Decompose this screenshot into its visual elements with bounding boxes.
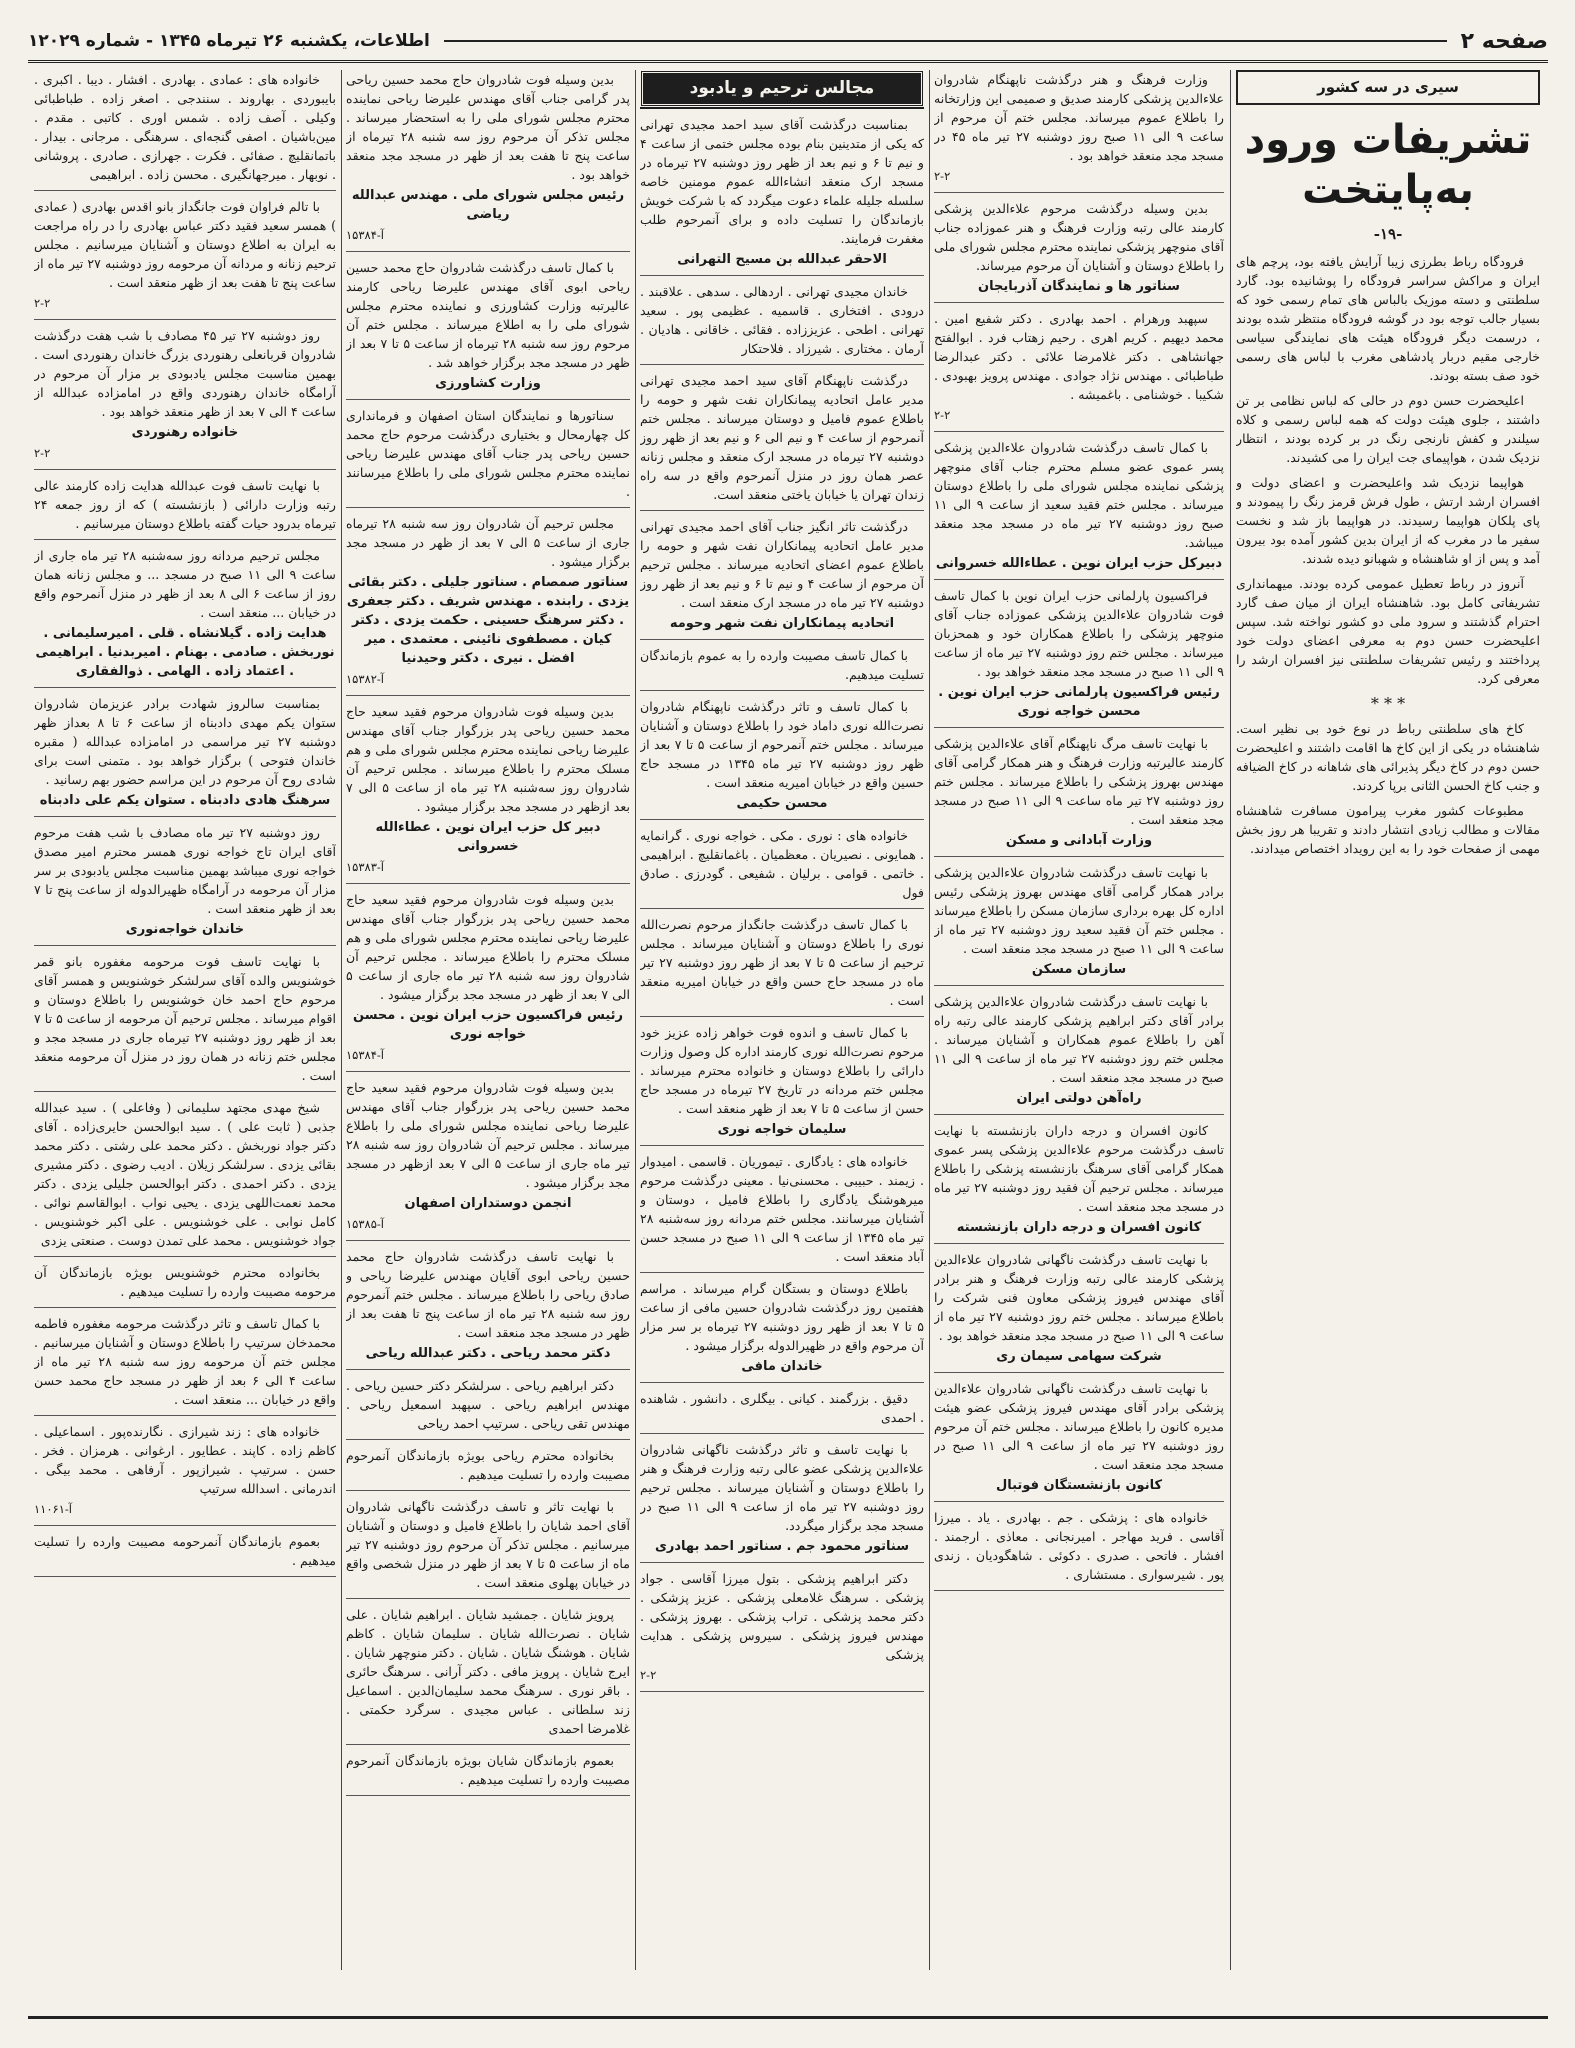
- notice-text: روز دوشنبه ۲۷ تیر ۴۵ مصادف با شب هفت درگذشت شادروان قربانعلی رهنوردی بزرگ خاندان رهنوردی است . بهمین مناسبت مجلس یادبودی بر مزار آن مرحوم در آرامگاه خاندان رهنوردی واقع در امامزاده عبدالله از ساعت ۴ الی ۷ بعد از ظهر منعقد خواهد بود .: [34, 328, 336, 419]
- notice-code: ۲-۲: [640, 1668, 657, 1682]
- obituary-notice: [934, 199, 1224, 303]
- obituary-notice: [934, 1379, 1224, 1502]
- obituary-notice: [640, 1279, 924, 1383]
- episode-number: -۱۹-: [1373, 225, 1403, 243]
- article-body: [1236, 252, 1540, 858]
- obituary-notice: [934, 863, 1224, 986]
- obituary-notice: [640, 915, 924, 1017]
- columns-area: [28, 70, 1548, 2030]
- notice-text: بدین وسیله فوت شادروان مرحوم فقید سعید حاج محمد حسین ریاحی پدر بزرگوار جناب آقای مهندس علیرضا ریاحی نماینده مجلس شورای ملی را باطلاع میرساند . مجلس ترحیم آن شادروان روز سه شنبه ۲۸ تیر ماه جاری از ساعت ۵ الی ۷ بعد ازظهر در مسجد مجد برگزار میشود .: [346, 1080, 630, 1190]
- notice-code: آ-۱۵۳۸۵: [346, 1217, 384, 1231]
- notice-text: با کمال تاسف درگذشت جانگداز مرحوم نصرت‌الله نوری را باطلاع دوستان و آشنایان میرساند . مجلس ترحیم از ساعت ۵ تا ۷ بعد از ظهر روز دوشنبه ۲۷ تیر ماه در مسجد حاج حسن واقع در خیابان امیریه منعقد است .: [640, 917, 924, 1008]
- notice-signature: شرکت سهامی سیمان ری: [996, 1349, 1162, 1364]
- notice-text: با کمال تاسف و اندوه فوت خواهر زاده عزیز خود مرحوم نصرت‌الله نوری کارمند اداره کل وصول وزارت دارائی را باطلاع دوستان و خانواده محترم میرساند . مجلس ختم مردانه در تاریخ ۲۷ تیرماه در مسجد حاج حسن از ساعت ۵ تا ۷ بعد از ظهر منعقد است .: [640, 1025, 924, 1116]
- section-banner: مجالس ترحیم و یادبود: [640, 70, 924, 107]
- obituary-notice: [34, 1422, 336, 1526]
- obituary-notice: [640, 826, 924, 909]
- obituary-notice: [34, 694, 336, 817]
- notice-signature: کانون بازنشستگان فوتبال: [995, 1478, 1163, 1493]
- notice-signature: رئیس فراکسیون حزب ایران نوین . محسن خواجه نوری: [353, 1008, 623, 1042]
- page-header: [28, 22, 1548, 63]
- obituary-notice: [640, 1569, 924, 1692]
- article-paragraph: فرودگاه رباط بطرزی زیبا آرایش یافته بود، پرچم های ایران و مراکش سراسر فرودگاه را پوشانیده بود. گارد سلطنتی و دسته موزیک بالباس های تمام رسمی خود که بسیار جالب توجه بود در گوشه فرودگاه منتظر شده بودند ، درسمت دیگر فرودگاه هیئت های نمایندگی سیاسی خارجی مقیم دربار پادشاهی مغرب با لباس های رسمی خود صف بسته بودند.: [1236, 254, 1540, 383]
- notice-code: ۲-۲: [34, 296, 51, 310]
- obituary-notice: [346, 1078, 630, 1241]
- notice-text: بعموم بازماندگان شایان بویژه بازماندگان آنمرحوم مصیبت وارده را تسلیت میدهیم .: [346, 1753, 630, 1787]
- obituary-notice: [346, 70, 630, 252]
- obituary-notice: [34, 1314, 336, 1416]
- obituary-notice: [934, 70, 1224, 193]
- header-rule: [444, 40, 1447, 42]
- obituary-notice: [934, 438, 1224, 580]
- page-number: صفحه ۲: [1460, 28, 1548, 54]
- obituary-notice: [640, 646, 924, 691]
- obituary-notice: [934, 309, 1224, 432]
- notice-signature: سازمان مسکن: [1031, 962, 1127, 977]
- column-obituaries-5: [34, 70, 336, 1970]
- notice-signature: سناتور ها و نمایندگان آذربایجان: [978, 279, 1180, 294]
- footer-rule: [28, 2016, 1548, 2019]
- obituary-notice: [346, 514, 630, 696]
- notice-signature: سلیمان خواجه نوری: [717, 1122, 847, 1137]
- obituary-notice: [346, 702, 630, 884]
- notice-text: درگذشت تاثر انگیز جناب آقای احمد مجیدی تهرانی مدیر عامل اتحادیه پیمانکاران نفت شهر و حومه را باطلاع عموم اعضای اتحادیه میرساند . مجلس ترحیم آن مرحوم از ساعت ۴ و نیم تا ۶ و نیم بعد از ظهر روز دوشنبه ۲۷ تیر ماه در مسجد ارک منعقد است .: [640, 519, 924, 610]
- notice-signature: سرهنگ هادی دادبناه . ستوان یکم علی دادبناه: [39, 793, 331, 808]
- notice-signature: دبیرکل حزب ایران نوین . عطاءالله خسروانی: [935, 556, 1223, 571]
- notice-code: آ-۱۱۰۶۱: [34, 1502, 72, 1516]
- obituary-notice: [346, 1446, 630, 1491]
- obituary-notice: [934, 1508, 1224, 1591]
- obituary-notice: [640, 1440, 924, 1563]
- notice-text: درگذشت ناپهنگام آقای سید احمد مجیدی تهرانی مدیر عامل اتحادیه پیمانکاران نفت شهر و حومه را باطلاع عموم فامیل و دوستان میرساند . مجلس ختم آنمرحوم از ساعت ۴ و نیم الی ۶ و نیم بعد از ظهر روز دوشنبه ۲۷ تیرماه در مسجد ارک منعقد و مجلس زنانه عصر همان روز در منزل آنمرحوم واقع در سه راه زندان تهران یا خیابان یاختی منعقد است.: [640, 373, 924, 502]
- obituary-notice: [34, 952, 336, 1092]
- notice-text: با نهایت تاسف مرگ ناپهنگام آقای علاءالدین پزشکی کارمند عالیرتبه وزارت فرهنگ و هنر همکار گرامی آقای مهندس بهروز پزشکی را باطلاع میرساند . مجلس ختم روز دوشنبه ۲۷ تیر ماه ساعت ۹ الی ۱۱ صبح در مسجد مجد منعقد است .: [934, 736, 1224, 827]
- obituary-notice: [346, 890, 630, 1072]
- obituary-notice: [34, 1532, 336, 1577]
- notice-text: خانواده های : پزشکی . جم . بهادری . یاد . میرزا آقاسی . فرید مهاجر . امیرنجانی . معاذی . ارجمند . افشار . فاتحی . صدری . دکوئی . شاهگودیان . زندی پور . شیرسواری . مستشاری .: [934, 1510, 1224, 1582]
- notice-signature: هدایت زاده . گیلانشاه . قلی . امیرسلیمانی . نوربخش . صادمی . بهنام . امیربدنیا . ابراهیمی . اعتماد زاده . الهامی . ذوالفقاری: [35, 626, 335, 679]
- issue-info: اطلاعات، یکشنبه ۲۶ تیرماه ۱۳۴۵ - شماره ۱۲۰۲۹: [28, 31, 430, 51]
- notice-text: مجلس ترحیم مردانه روز سه‌شنبه ۲۸ تیر ماه جاری از ساعت ۹ الی ۱۱ صبح در مسجد ... و مجلس زنانه همان روز از ساعت ۶ الی ۸ بعد از ظهر در منزل آنمرحوم واقع در خیابان ... منعقد است .: [34, 548, 336, 620]
- notice-text: خانواده های : یادگاری . تیموریان . قاسمی . امیدوار . زیمند . حبیبی . محسنی‌نیا . معینی درگذشت مرحوم میرهوشنگ یادگاری را باطلاع فامیل ، دوستان و آشنایان میرسانند. مجلس ختم مردانه روز سه‌شنبه ۲۸ تیر ماه ۱۳۴۵ از ساعت ۹ الی ۱۱ صبح در مسجد حسن آباد منعقد است .: [640, 1154, 924, 1264]
- obituary-notice: [34, 197, 336, 320]
- notice-signature: الاحقر عبدالله بن مسیح التهرانی: [677, 252, 887, 267]
- series-title-box: سیری در سه کشور: [1236, 70, 1540, 105]
- notice-text: با تالم فراوان فوت جانگداز بانو اقدس بهادری ( عمادی ) همسر سعید فقید دکتر عباس بهادری را در راه مراجعت به ایران به اطلاع دوستان و آشنایان میرسانیم . مجلس ترحیم زنانه و مردانه آن مرحومه روز دوشنبه ۲۷ تیر ماه از ساعت پنج تا هفت بعد از ظهر منعقد است .: [34, 199, 336, 290]
- notice-text: پرویز شایان . جمشید شایان . ابراهیم شایان . علی شایان . نصرت‌الله شایان . سلیمان شایان . کاظم شایان . هوشنگ شایان . شایان . دکتر منوچهر شایان . ایرج شایان . پرویز مافی . دکتر آرانی . سرهنگ حائری . باقر نوری . سرهنگ محمد سلیمان‌الدین . اسماعیل زند سلطانی . عباس مجیدی . سرگرد حکمتی . غلامرضا احمدی: [346, 1607, 630, 1736]
- notice-signature: رئیس فراکسیون پارلمانی حزب ایران نوین . محسن خواجه نوری: [938, 685, 1220, 719]
- notice-text: با نهایت تاسف فوت عبدالله هدایت زاده کارمند عالی رتبه وزارت دارائی ( بازنشسته ) که از روز جمعه ۲۴ تیرماه بدرود حیات گفته باطلاع دوستان میرسانیم .: [34, 478, 336, 531]
- notice-text: بدین وسیله فوت شادروان حاج محمد حسین ریاحی پدر گرامی جناب آقای مهندس علیرضا ریاحی نماینده محترم مجلس شورای ملی را به استحضار میرساند . مجلس تذکر آن مرحوم روز سه شنبه ۲۸ تیرماه از ساعت پنج تا هفت بعد از ظهر در مسجد مجد منعقد خواهد بود .: [346, 72, 630, 182]
- notice-text: بدین وسیله درگذشت مرحوم علاءالدین پزشکی کارمند عالی رتبه وزارت فرهنگ و هنر عموزاده جناب آقای منوچهر پزشکی نماینده محترم مجلس شورای ملی را باطلاع دوستان و آشنایان آن مرحوم میرساند.: [934, 201, 1224, 273]
- notice-text: کانون افسران و درجه داران بازنشسته با نهایت تاسف درگذشت مرحوم علاءالدین پزشکی پسر عموی همکار گرامی آقای سرهنگ بازنشسته پزشکی را باطلاع میرساند . مجلس ترحیم آن فقید روز دوشنبه ۲۷ تیر ماه در مسجد مجد منعقد است .: [934, 1123, 1224, 1214]
- notice-text: بخانواده محترم خوشنویس بویژه بازماندگان آن مرحومه مصیبت وارده را تسلیت میدهیم .: [34, 1265, 336, 1299]
- notice-signature: خانواده رهنوردی: [131, 425, 239, 440]
- obituary-notice: [640, 282, 924, 365]
- article-paragraph: کاخ های سلطنتی رباط در نوع خود بی نظیر است. شاهنشاه در یکی از این کاخ ها اقامت داشتند و اعلیحضرت حسن دوم در کاخ دیگر پذیرائی های شاهانه در کاخ الضیافه و جنب کاخ الحسن الثانی برپا کردند.: [1236, 721, 1540, 793]
- notice-text: بدین وسیله فوت شادروان مرحوم فقید سعید حاج محمد حسین ریاحی پدر بزرگوار جناب آقای مهندس علیرضا ریاحی نماینده محترم مجلس شورای ملی و هم مسلک محترم را باطلاع میرساند . مجلس ترحیم آن شادروان روز سه‌شنبه ۲۸ تیر ماه از ساعت ۵ الی ۷ بعد ازظهر در مسجد مجد برگزار میشود .: [346, 704, 630, 814]
- notice-code: ۲-۲: [934, 408, 951, 422]
- notice-text: وزارت فرهنگ و هنر درگذشت ناپهنگام شادروان علاءالدین پزشکی کارمند صدیق و صمیمی این وزارتخانه را باطلاع عموم میرساند. مجلس ختم آن مرحوم از ساعت ۹ الی ۱۱ صبح روز دوشنبه ۲۷ تیر ماه ۴۵ در مسجد مجد منعقد خواهد بود .: [934, 72, 1224, 163]
- notice-text: دکتر ابراهیم ریاحی . سرلشکر دکتر حسین ریاحی . مهندس ابراهیم ریاحی . سپهبد اسمعیل ریاحی . مهندس تقی ریاحی . سرتیپ احمد ریاحی: [346, 1378, 630, 1431]
- obituary-notice: [346, 258, 630, 400]
- notice-signature: انجمن دوستداران اصفهان: [404, 1196, 572, 1211]
- notice-text: با نهایت تاسف درگذشت شادروان علاءالدین پزشکی برادر همکار گرامی آقای مهندس بهروز پزشکی رئیس اداره کل بهره برداری سازمان مسکن را باطلاع میرساند . مجلس ختم آن فقید سعید روز دوشنبه ۲۷ تیر ماه از ساعت ۹ الی ۱۱ صبح در مسجد مجد منعقد است .: [934, 865, 1224, 956]
- notice-text: خانواده های : نوری . مکی . خواجه نوری . گرانمایه . همایونی . نصیریان . معظمیان . باغمانقلیچ . ابراهیمی . خاتمی . قوامی . برلیان . شفیعی . گودرزی . صادق فول: [640, 828, 924, 900]
- obituary-notice: [34, 823, 336, 946]
- obituary-notice: [934, 586, 1224, 728]
- notice-text: سناتورها و نمایندگان استان اصفهان و فرمانداری کل چهارمحال و بختیاری درگذشت مرحوم حاج محمد حسین ریاحی پدر جناب آقای مهندس علیرضا ریاحی نماینده محترم مجلس شورای ملی را باطلاع میرسانند .: [346, 408, 630, 499]
- obituary-notice: [346, 1497, 630, 1599]
- notice-signature: وزارت آبادانی و مسکن: [1005, 833, 1153, 848]
- newspaper-page: [28, 22, 1548, 2032]
- notice-signature: خاندان خواجه‌نوری: [125, 922, 245, 937]
- obituary-notice: [34, 70, 336, 191]
- notice-text: با نهایت تاسف درگذشت شادروان علاءالدین پزشکی برادر آقای دکتر ابراهیم پزشکی کارمند عالی رتبه راه آهن را باطلاع عموم همکاران و آشنایان میرساند . مجلس ختم روز دوشنبه ۲۷ تیر ماه از ساعت ۹ الی ۱۱ صبح در مسجد مجد منعقد است .: [934, 994, 1224, 1085]
- notice-text: باطلاع دوستان و بستگان گرام میرساند . مراسم هفتمین روز درگذشت شادروان حسین مافی از ساعت ۵ تا ۷ بعد از ظهر روز دوشنبه ۲۷ تیرماه بر سر مزار آن مرحوم واقع در ظهیرالدوله برگزار میشود .: [640, 1281, 924, 1353]
- notice-text: روز دوشنبه ۲۷ تیر ماه مصادف با شب هفت مرحوم آقای ایران تاج خواجه نوری همسر محترم امیر مصدق خواجه نوری میباشد بهمین مناسبت مجلس یادبودی بر سر مزار آن مرحومه در آرامگاه ظهیرالدوله از ساعت پنج تا ۷ بعد از ظهر منعقد است .: [34, 825, 336, 916]
- notice-text: بمناسبت سالروز شهادت برادر عزیزمان شادروان ستوان یکم مهدی دادبناه از ساعت ۶ تا ۸ بعداز ظهر دوشنبه ۲۷ تیر مراسمی در امامزاده عبدالله ( مقبره خاندان فتوحی ) برگزار خواهد بود . متمنی است برای شادی روح آن مرحوم در این مراسم حضور بهم رسانید .: [34, 696, 336, 787]
- notice-code: ۲-۲: [934, 169, 951, 183]
- column-obituaries-2: [934, 70, 1224, 1970]
- notice-text: خانواده های : عمادی . بهادری . افشار . دیبا . اکبری . بایبوردی . بهاروند . سنندجی . اصغر زاده . طباطبائی وکیلی . آصف زاده . شمس اوری . کاتبی . مقدم . مین‌باشیان . اصفی گنجه‌ای . سرهنگی . مرجانی . بیدار . باتمانقلیچ . صفائی . فکرت . جهرازی . صادری . پروشانی . نوبهار . میرجهانگیری . محسن زاده . ابراهیمی: [34, 72, 336, 182]
- column-divider: [1230, 70, 1231, 1970]
- obituary-notice: [640, 697, 924, 820]
- notice-signature: سناتور صمصام . سناتور جلیلی . دکتر بقائی یزدی . رابنده . مهندس شریف . دکتر جعفری . دکتر سرهنگ حسینی . حکمت یزدی . دکتر کیان . مصطفوی نائینی . معتمدی . میر افضل . نیری . دکتر وحیدنیا: [346, 575, 630, 666]
- notice-text: فراکسیون پارلمانی حزب ایران نوین با کمال تاسف فوت شادروان علاءالدین پزشکی عموزاده جناب آقای منوچهر پزشکی را باطلاع همکاران خود و همحزبان میرساند . مجلس ختم روز دوشنبه ۲۷ تیر ماه از ساعت ۹ الی ۱۱ صبح در مسجد مجد منعقد خواهد بود .: [934, 588, 1224, 679]
- obituary-notice: [346, 1751, 630, 1796]
- notice-text: خانواده های : زند شیرازی . نگارنده‌پور . اسماعیلی . کاظم زاده . کاپند . عطایور . ارغوانی . هرمزان . فخر . حسن . سرتیپ . شیراز‌پور . آرفاهی . محمد بیگی . اندرمانی . اسدالله سرتیپ: [34, 1424, 336, 1496]
- obituary-notice: [640, 115, 924, 276]
- obituary-notice: [640, 1389, 924, 1434]
- notice-code: آ-۱۵۳۸۴: [346, 228, 384, 242]
- notice-text: مجلس ترحیم آن شادروان روز سه شنبه ۲۸ تیرماه جاری از ساعت ۵ الی ۷ بعد از ظهر در مسجد مجد برگزار میشود .: [346, 516, 630, 569]
- notice-code: آ-۱۵۳۸۴: [346, 1048, 384, 1062]
- notice-code: ۲-۲: [34, 446, 51, 460]
- obituary-notice: [346, 1605, 630, 1745]
- notice-text: با کمال تاسف و تاثر درگذشت ناپهنگام شادروان نصرت‌الله نوری داماد خود را باطلاع دوستان و آشنایان میرساند . مجلس ختم آنمرحوم از ساعت ۵ تا ۷ بعد از ظهر روز دوشنبه ۲۷ تیر ماه ۱۳۴۵ در مسجد حاج حسین واقع در خیابان امیریه منعقد است .: [640, 699, 924, 790]
- article-paragraph: مطبوعات کشور مغرب پیرامون مسافرت شاهنشاه مقالات و مطالب زیادی انتشار دادند و تقریبا هر روز بخش مهمی از صفحات خود را به این رویداد اختصاص میدادند.: [1236, 803, 1540, 856]
- notice-text: با نهایت تاسف فوت مرحومه مغفوره بانو قمر خوشنویس والده آقای سرلشکر خوشنویس و همسر آقای مرحوم حاج احمد خان خوشنویس را باطلاع دوستان و اقوام میرساند . مجلس ترحیم آن مرحومه از ساعت ۵ تا ۷ بعد از ظهر روز دوشنبه ۲۷ تیرماه جاری در مسجد مجد و مجلس ختم زنانه در همان روز در منزل آن مرحومه منعقد است .: [34, 954, 336, 1083]
- notice-signature: وزارت کشاورزی: [435, 376, 541, 391]
- notice-text: بدین وسیله فوت شادروان مرحوم فقید سعید حاج محمد حسین ریاحی پدر بزرگوار جناب آقای مهندس علیرضا ریاحی نماینده محترم مجلس شورای ملی و هم مسلک محترم را باطلاع میرساند . مجلس ترحیم آن شادروان روز سه شنبه ۲۸ تیر ماه جاری از ساعت ۵ الی ۷ بعد از ظهر در مسجد مجد برگزار میشود .: [346, 892, 630, 1002]
- column-divider: [341, 70, 342, 1970]
- obituary-notice: [640, 371, 924, 511]
- notice-text: خاندان مجیدی تهرانی . اردهالی . سدهی . علاقبند . درودی . افتخاری . قاسمیه . عظیمی پور . سعید تهرانی . اطحی . عزیززاده . فقائی . خاقانی . هادیان . آرمان . مختاری . شیرزاد . فلاحتکار: [640, 284, 924, 356]
- notice-text: با نهایت تاسف درگذشت ناگهانی شادروان علاءالدین پزشکی برادر آقای مهندس فیروز پزشکی عضو هیئت مدیره کانون را باطلاع میرساند . مجلس ختم آن مرحوم روز دوشنبه ۲۷ تیر ماه از ساعت ۹ الی ۱۱ صبح در مسجد مجد منعقد است .: [934, 1381, 1224, 1472]
- notice-text: بعموم بازماندگان آنمرحومه مصیبت وارده را تسلیت میدهیم .: [34, 1534, 336, 1568]
- notice-text: سپهبد ورهرام . احمد بهادری . دکتر شفیع امین . محمد دیهیم . کریم اهری . رحیم زهتاب فرد . ابوالفتح جهانشاهی . دکتر غلامرضا علائی . دکتر عبدالرضا طباطبائی . مهندس نژاد جوادی . مهندس پرویز بهبودی . شکیبا . خوشنامی . باغمیشه .: [934, 311, 1224, 402]
- column-obituaries-4: [346, 70, 630, 1970]
- notice-signature: سناتور محمود جم . سناتور احمد بهادری: [654, 1539, 910, 1554]
- obituary-notice: [34, 546, 336, 688]
- article-paragraph: هواپیما نزدیک شد واعلیحضرت و اعضای دولت و افسران ارشد ارتش ، طول فرش قرمز رنگ را پیمودند و پای پلکان هواپیما رسیدند. در هواپیما باز شد و نخست سفیر ما در مغرب که از ایران بدین کشور آمده بود بیرون آمد و پس از او شاهنشاه و شهبانو دیده شدند.: [1236, 475, 1540, 566]
- notice-signature: خاندان مافی: [741, 1359, 823, 1374]
- column-obituaries-3: [640, 70, 924, 1970]
- column-divider: [929, 70, 930, 1970]
- obituary-notice: [640, 1152, 924, 1273]
- column-divider: [635, 70, 636, 1970]
- notice-code: آ-۱۵۳۸۲: [346, 672, 384, 686]
- notice-text: با نهایت تاسف و تاثر درگذشت ناگهانی شادروان علاءالدین پزشکی عضو عالی رتبه وزارت فرهنگ و هنر را باطلاع دوستان و آشنایان میرساند . مجلس ترحیم روز دوشنبه ۲۷ تیر ماه از ساعت ۹ الی ۱۱ صبح در مسجد مجد برگزار میگردد.: [640, 1442, 924, 1533]
- article-paragraph: آنروز در رباط تعطیل عمومی کرده بودند. میهمانداری تشریفاتی کامل بود. شاهنشاه ایران از میان صف گارد احترام گذشتند و سرود ملی دو کشور نواخته شد. سپس اعلیحضرت حسن دوم به معرفی اعضای دولت خود پرداختند و رئیس تشریفات سلطنتی نیز افسران ارشد را معرفی کرد.: [1236, 576, 1540, 686]
- article-paragraph: اعلیحضرت حسن دوم در حالی که لباس نظامی بر تن داشتند ، جلوی هیئت دولت که همه لباس رسمی و کلاه سیلندر و کفش نارنجی رنگ در بر کرده بودند ، انتظار نزدیک شدن ، هواپیمای جت ایران را می کشیدند.: [1236, 393, 1540, 465]
- notice-text: شیخ مهدی مجتهد سلیمانی ( وفاعلی ) . سید عبدالله جذبی ( ثابت علی ) . سید ابوالحسن حایری‌زاده . آقای دکتر جواد نوربخش . دکتر محمد علی رشتی . دکتر محمد بقائی یزدی . سرلشکر زیلان . ادیب رضوی . دکتر مشیری یزدی . دکتر احمدی . دکتر ابوالحسن جلیلی یزدی . دکتر محمد نعمت‌اللهی یزدی . یحیی نواب . ابوالقاسم نوائی . کامل نوابی . علی خوشنویس . علی اکبر خوشنویس . جواد خوشنویس . محمد علی تمدن دوست . صنعتی یزدی: [34, 1100, 336, 1248]
- obituary-notice: [640, 1023, 924, 1146]
- notice-signature: رئیس مجلس شورای ملی . مهندس عبدالله ریاضی: [351, 188, 625, 222]
- obituary-notice: [934, 1250, 1224, 1373]
- notice-signature: محسن حکیمی: [736, 796, 828, 811]
- obituary-notice: [346, 1376, 630, 1440]
- notice-text: با کمال تاسف مصیبت وارده را به عموم بازماندگان تسلیت میدهیم.: [640, 648, 924, 682]
- notice-text: دکتر ابراهیم پزشکی . بتول میرزا آقاسی . جواد پزشکی . سرهنگ غلامعلی پزشکی . عزیز پزشکی . دکتر محمد پزشکی . تراب پزشکی . بهروز پزشکی . مهندس فیروز پزشکی . سیروس پزشکی . هدایت پزشکی: [640, 1571, 924, 1662]
- notice-text: با نهایت تاسف درگذشت ناگهانی شادروان علاءالدین پزشکی کارمند عالی رتبه وزارت فرهنگ و هنر برادر آقای مهندس فیروز پزشکی معاون فنی شرکت را باطلاع میرساند . مجلس ختم روز دوشنبه ۲۷ تیر ماه از ساعت ۹ الی ۱۱ صبح در مسجد مجد منعقد خواهد بود .: [934, 1252, 1224, 1343]
- column-travel-article: [1236, 70, 1540, 1970]
- obituary-notice: [640, 517, 924, 640]
- obituary-notice: [34, 1263, 336, 1308]
- obituary-notice: [34, 326, 336, 470]
- notice-code: آ-۱۵۳۸۳: [346, 860, 384, 874]
- obituary-notice: [346, 406, 630, 508]
- obituary-notice: [934, 992, 1224, 1115]
- obituary-notice: [34, 1098, 336, 1257]
- notice-text: با کمال تاسف درگذشت شادروان حاج محمد حسین ریاحی ابوی آقای مهندس علیرضا ریاحی کارمند عالیرتبه وزارت کشاورزی و نماینده محترم مجلس شورای ملی را به اطلاع میرساند . مجلس ختم آن مرحوم روز سه شنبه ۲۸ تیرماه از ساعت ۵ تا ۷ بعد از ظهر در مسجد مجد برگزار خواهد شد .: [346, 260, 630, 370]
- notice-text: با نهایت تاثر و تاسف درگذشت ناگهانی شادروان آقای احمد شایان را باطلاع فامیل و دوستان و آشنایان میرسانیم . مجلس تذکر آن مرحوم روز دوشنبه ۲۷ تیر ماه از ساعت ۵ تا ۷ بعد از ظهر در منزل شخصی واقع در خیابان پهلوی منعقد است .: [346, 1499, 630, 1590]
- notice-text: بخانواده محترم ریاحی بویژه بازماندگان آنمرحوم مصیبت وارده را تسلیت میدهیم .: [346, 1448, 630, 1482]
- notice-text: بمناسبت درگذشت آقای سید احمد مجیدی تهرانی که یکی از متدینین بنام بوده مجلس ختمی از ساعت ۴ و نیم تا ۶ و نیم بعد از ظهر روز دوشنبه ۲۷ تیرماه در مسجد ارک منعقد انشاءالله عموم مومنین خاصه سلسله جلیله علماء دعوت میگردد که با شرکت خویش بازماندگان را تسلیت داده و برای آنمرحوم طلب مغفرت فرمایند.: [640, 117, 924, 246]
- notice-signature: کانون افسران و درجه داران بازنشسته: [956, 1220, 1202, 1235]
- article-headline: تشریفات ورود به‌پایتخت: [1244, 117, 1532, 213]
- notice-text: با کمال تاسف و تاثر درگذشت مرحومه مغفوره فاطمه محمدخان سرتیپ را باطلاع دوستان و آشنایان میرسانیم . مجلس ختم آن مرحومه روز سه شنبه ۲۸ تیر ماه از ساعت ۴ الی ۶ بعد از ظهر در مسجد حاج محمد حسن واقع در خیابان ... منعقد است .: [34, 1316, 336, 1407]
- notice-signature: اتحادیه پیمانکاران نفت شهر وحومه: [669, 616, 895, 631]
- notice-text: با کمال تاسف درگذشت شادروان علاءالدین پزشکی پسر عموی عضو مسلم محترم جناب آقای منوچهر پزشکی نماینده مجلس شورای ملی را باطلاع دوستان میرساند . مجلس ختم فقید سعید از ساعت ۹ الی ۱۱ صبح روز دوشنبه ۲۷ تیر ماه در مسجد مجد منعقد میباشد.: [934, 440, 1224, 550]
- notice-signature: دکتر محمد ریاحی . دکتر عبدالله ریاحی: [365, 1346, 611, 1361]
- obituary-notice: [934, 1121, 1224, 1244]
- notice-signature: دبیر کل حزب ایران نوین . عطاءالله خسروانی: [375, 820, 601, 854]
- notice-text: با نهایت تاسف درگذشت شادروان حاج محمد حسین ریاحی ابوی آقایان مهندس علیرضا ریاحی و صادق ریاحی را باطلاع میرساند . مجلس ختم آنمرحوم روز سه شنبه ۲۸ تیر ماه از ساعت پنج تا هفت بعد از ظهر در مسجد مجد منعقد است .: [346, 1249, 630, 1340]
- obituary-notice: [34, 476, 336, 540]
- notice-signature: راه‌آهن دولتی ایران: [1016, 1091, 1142, 1106]
- notice-text: دقیق . بزرگمند . کیانی . بیگلری . دانشور . شاهنده . احمدی: [640, 1391, 924, 1425]
- obituary-notice: [346, 1247, 630, 1370]
- section-stars: * * *: [1370, 694, 1406, 713]
- obituary-notice: [934, 734, 1224, 857]
